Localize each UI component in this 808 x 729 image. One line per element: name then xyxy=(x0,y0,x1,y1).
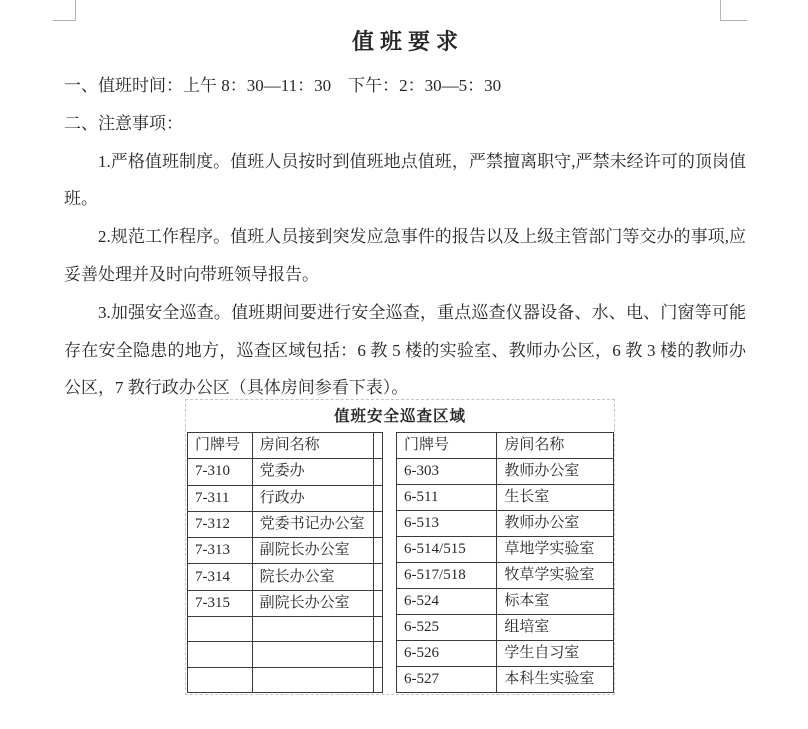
room-number-cell: 6-303 xyxy=(397,459,497,485)
room-name-cell: 本科生实验室 xyxy=(497,667,614,693)
sliver-cell xyxy=(374,485,383,511)
room-name-cell: 副院长办公室 xyxy=(252,590,374,616)
patrol-table-right xyxy=(396,432,614,693)
room-name-header: 房间名称 xyxy=(497,433,614,459)
patrol-table-box xyxy=(185,399,615,695)
table-row xyxy=(397,563,614,589)
table-header-row xyxy=(188,433,383,459)
patrol-tables xyxy=(187,432,614,693)
room-number-header: 门牌号 xyxy=(188,433,253,459)
room-number-cell: 6-526 xyxy=(397,641,497,667)
table-row xyxy=(397,615,614,641)
room-number-cell: 6-511 xyxy=(397,485,497,511)
room-name-cell: 院长办公室 xyxy=(252,564,374,590)
table-row xyxy=(397,589,614,615)
table-row xyxy=(397,459,614,485)
room-name-cell xyxy=(252,667,374,692)
room-number-cell: 7-312 xyxy=(188,511,253,537)
room-number-cell: 7-314 xyxy=(188,564,253,590)
table-row xyxy=(188,667,383,692)
table-row xyxy=(397,667,614,693)
room-number-cell: 6-524 xyxy=(397,589,497,615)
sliver-cell xyxy=(374,617,383,642)
room-number-cell: 6-513 xyxy=(397,511,497,537)
room-name-cell xyxy=(252,642,374,667)
room-name-cell: 教师办公室 xyxy=(497,511,614,537)
room-name-cell: 党委书记办公室 xyxy=(252,511,374,537)
room-number-cell: 7-310 xyxy=(188,459,253,485)
notes-heading: 二、注意事项： xyxy=(64,113,183,133)
table-row xyxy=(397,485,614,511)
room-name-cell: 教师办公室 xyxy=(497,459,614,485)
table-row xyxy=(188,617,383,642)
room-name-cell: 组培室 xyxy=(497,615,614,641)
note-paragraph: 2.规范工作程序。值班人员接到突发应急事件的报告以及上级主管部门等交办的事项,应妥善处理并及时向带班领导报告。 xyxy=(64,227,746,284)
sliver-cell xyxy=(374,511,383,537)
document-body xyxy=(64,0,746,407)
table-row xyxy=(188,564,383,590)
table-row xyxy=(397,511,614,537)
room-number-cell: 7-315 xyxy=(188,590,253,616)
room-number-cell xyxy=(188,617,253,642)
room-name-cell xyxy=(252,617,374,642)
table-row xyxy=(188,485,383,511)
room-name-cell: 生长室 xyxy=(497,485,614,511)
room-name-header: 房间名称 xyxy=(252,433,374,459)
table-row xyxy=(188,459,383,485)
room-number-cell xyxy=(188,642,253,667)
room-name-cell: 草地学实验室 xyxy=(497,537,614,563)
room-number-cell: 6-525 xyxy=(397,615,497,641)
page-title: 值班要求 xyxy=(351,29,464,54)
note-paragraph: 3.加强安全巡查。值班期间要进行安全巡查，重点巡查仪器设备、水、电、门窗等可能存在安全隐患的地方，巡查区域包括：6 教 5 楼的实验室、教师办公区，6 教 3 楼的教师办公区，7 教行政办公区（具体房间参看下表）。 xyxy=(64,302,746,398)
room-number-cell: 7-311 xyxy=(188,485,253,511)
room-number-cell: 6-527 xyxy=(397,667,497,693)
sliver-cell xyxy=(374,642,383,667)
sliver-cell xyxy=(374,433,383,459)
room-name-cell: 副院长办公室 xyxy=(252,538,374,564)
sliver-cell xyxy=(374,590,383,616)
body-text xyxy=(64,67,746,407)
table-row xyxy=(188,642,383,667)
duty-time-line: 一、值班时间：上午 8：30—11：30 下午：2：30—5：30 xyxy=(64,76,502,95)
room-name-cell: 行政办 xyxy=(252,485,374,511)
room-number-cell: 7-313 xyxy=(188,538,253,564)
room-number-cell xyxy=(188,667,253,692)
table-row xyxy=(188,590,383,616)
table-row xyxy=(397,537,614,563)
table-header-row xyxy=(397,433,614,459)
patrol-table-title: 值班安全巡查区域 xyxy=(333,408,466,425)
sliver-cell xyxy=(374,538,383,564)
sliver-cell xyxy=(374,459,383,485)
room-name-cell: 标本室 xyxy=(497,589,614,615)
table-row xyxy=(397,641,614,667)
note-paragraph: 1.严格值班制度。值班人员按时到值班地点值班，严禁擅离职守,严禁未经许可的顶岗值班。 xyxy=(64,151,746,209)
room-name-cell: 学生自习室 xyxy=(497,641,614,667)
sliver-cell xyxy=(374,667,383,692)
table-row xyxy=(188,511,383,537)
room-number-header: 门牌号 xyxy=(397,433,497,459)
room-name-cell: 牧草学实验室 xyxy=(497,563,614,589)
patrol-table-left xyxy=(187,432,383,693)
room-name-cell: 党委办 xyxy=(252,459,374,485)
room-number-cell: 6-514/515 xyxy=(397,537,497,563)
sliver-cell xyxy=(374,564,383,590)
room-number-cell: 6-517/518 xyxy=(397,563,497,589)
table-row xyxy=(188,538,383,564)
